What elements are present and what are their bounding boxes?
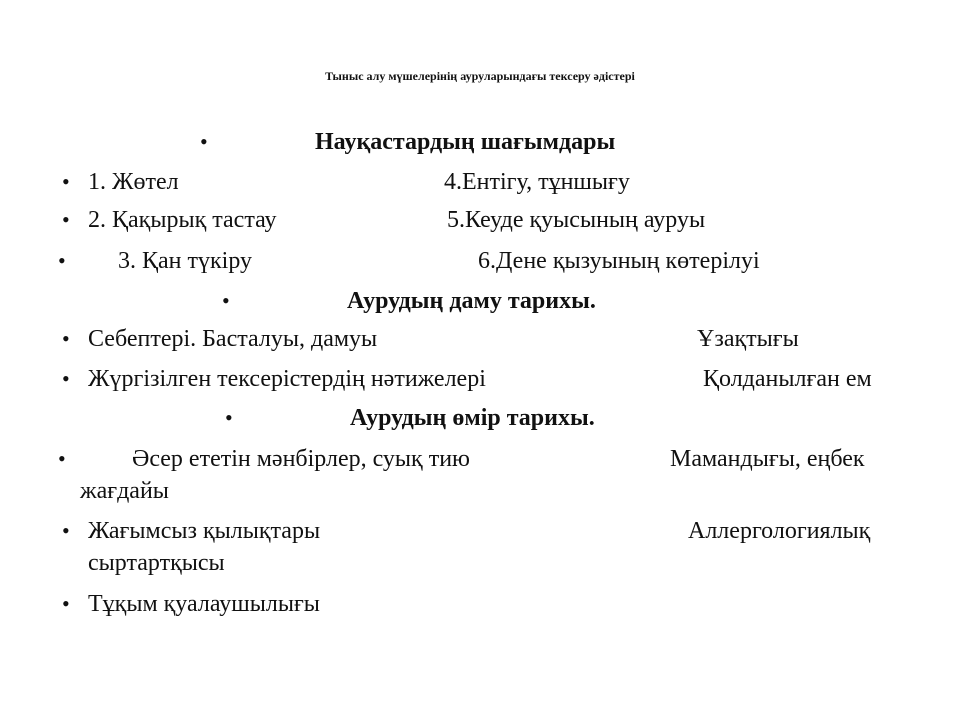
life-item-factors: Әсер ететін мәнбірлер, суық тию — [132, 446, 470, 472]
section3-heading: Аурудың өмір тарихы. — [350, 405, 595, 431]
life-item-habits: Жағымсыз қылықтары — [88, 518, 321, 544]
history-item-treatment: Қолданылған ем — [703, 366, 872, 392]
life-item-heredity: Тұқым қуалаушылығы — [88, 591, 320, 617]
bullet-icon: • — [62, 366, 70, 391]
slide-title: Тыныс алу мүшелерінің ауруларындағы тексеру әдістері — [325, 69, 635, 83]
bullet-icon: • — [62, 591, 70, 616]
life-item-profession-cont: жағдайы — [80, 478, 169, 504]
bullet-icon: • — [58, 446, 66, 471]
history-item-duration: Ұзақтығы — [697, 326, 799, 352]
bullet-icon: • — [222, 288, 230, 313]
section1-heading: Науқастардың шағымдары — [315, 129, 616, 155]
life-item-allergy-cont: сыртартқысы — [88, 550, 225, 576]
bullet-icon: • — [62, 169, 70, 194]
bullet-icon: • — [58, 248, 66, 273]
complaint-item-5: 5.Кеуде қуысының ауруы — [447, 207, 706, 233]
bullet-icon: • — [225, 405, 233, 430]
bullet-icon: • — [62, 518, 70, 543]
bullet-icon: • — [62, 207, 70, 232]
bullet-icon: • — [62, 326, 70, 351]
complaint-item-4: 4.Ентігу, тұншығу — [444, 169, 630, 195]
complaint-item-6: 6.Дене қызуының көтерілуі — [478, 248, 760, 274]
bullet-icon: • — [200, 129, 208, 154]
complaint-item-3: 3. Қан түкіру — [118, 248, 253, 274]
life-item-profession: Мамандығы, еңбек — [670, 446, 865, 472]
history-item-results: Жүргізілген тексерістердің нәтижелері — [88, 366, 486, 392]
history-item-causes: Себептері. Басталуы, дамуы — [88, 326, 378, 352]
complaint-item-2: 2. Қақырық тастау — [88, 207, 277, 233]
complaint-item-1: 1. Жөтел — [88, 169, 179, 195]
life-item-allergy: Аллергологиялық — [688, 518, 871, 544]
section2-heading: Аурудың даму тарихы. — [347, 288, 596, 314]
